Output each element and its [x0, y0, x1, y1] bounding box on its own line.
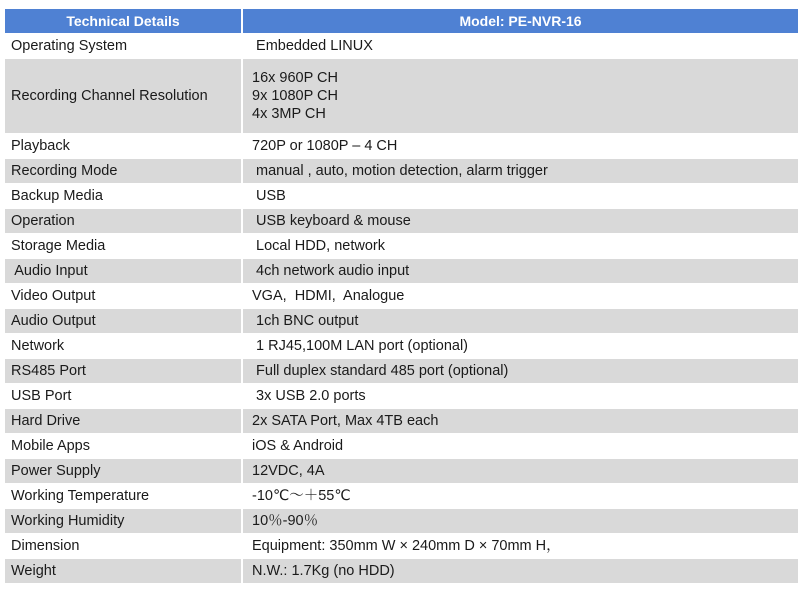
- table-row: [5, 409, 798, 434]
- spec-value-line: iOS & Android: [252, 438, 344, 454]
- spec-label: Power Supply: [5, 459, 243, 484]
- table-row: [5, 184, 798, 209]
- spec-value-line: 720P or 1080P – 4 CH: [252, 138, 398, 154]
- spec-value-line: manual , auto, motion detection, alarm trigger: [252, 163, 548, 179]
- spec-value: [243, 434, 798, 459]
- spec-value-line: 10％-90％: [252, 513, 319, 529]
- spec-label: Audio Output: [5, 309, 243, 334]
- spec-label: Operation: [5, 209, 243, 234]
- spec-value: [243, 334, 798, 359]
- spec-label: Playback: [5, 134, 243, 159]
- spec-label: RS485 Port: [5, 359, 243, 384]
- spec-table: [5, 9, 798, 584]
- spec-value: [243, 409, 798, 434]
- spec-label: Dimension: [5, 534, 243, 559]
- spec-value-line: 16x 960P CH: [252, 70, 338, 86]
- spec-value-line: 4x 3MP CH: [252, 106, 326, 122]
- spec-value-line: 1 RJ45,100M LAN port (optional): [252, 338, 468, 354]
- spec-value-line: 12VDC, 4A: [252, 463, 325, 479]
- table-row: [5, 159, 798, 184]
- spec-value-line: 4ch network audio input: [252, 263, 410, 279]
- spec-label: Mobile Apps: [5, 434, 243, 459]
- table-row: [5, 509, 798, 534]
- table-row: [5, 34, 798, 59]
- spec-value-line: USB keyboard & mouse: [252, 213, 411, 229]
- table-row: [5, 459, 798, 484]
- table-row: [5, 434, 798, 459]
- spec-label: Recording Channel Resolution: [5, 59, 243, 134]
- spec-value: [243, 484, 798, 509]
- spec-value-line: Local HDD, network: [252, 238, 385, 254]
- spec-value-line: Equipment: 350mm W × 240mm D × 70mm H，: [252, 538, 561, 554]
- spec-value: [243, 459, 798, 484]
- table-row: [5, 134, 798, 159]
- spec-value: [243, 159, 798, 184]
- spec-label: Storage Media: [5, 234, 243, 259]
- table-row: [5, 259, 798, 284]
- spec-value: [243, 134, 798, 159]
- spec-value-line: 1ch BNC output: [252, 313, 359, 329]
- spec-value: [243, 59, 798, 134]
- spec-value-line: N.W.: 1.7Kg (no HDD): [252, 563, 395, 579]
- spec-value: [243, 34, 798, 59]
- spec-value-line: 2x SATA Port, Max 4TB each: [252, 413, 439, 429]
- spec-value: [243, 509, 798, 534]
- table-row: [5, 334, 798, 359]
- spec-table-body: [5, 34, 798, 584]
- table-row: [5, 284, 798, 309]
- header-model: Model: PE-NVR-16: [243, 9, 798, 34]
- spec-label: Network: [5, 334, 243, 359]
- spec-value: [243, 384, 798, 409]
- table-row: [5, 209, 798, 234]
- spec-label: Video Output: [5, 284, 243, 309]
- spec-value: [243, 534, 798, 559]
- table-header-row: [5, 9, 798, 34]
- spec-label: Recording Mode: [5, 159, 243, 184]
- spec-value-line: Embedded LINUX: [252, 38, 373, 54]
- spec-label: Hard Drive: [5, 409, 243, 434]
- spec-value-line: USB: [252, 188, 286, 204]
- spec-value: [243, 234, 798, 259]
- spec-label: Audio Input: [5, 259, 243, 284]
- spec-value: [243, 184, 798, 209]
- table-row: [5, 309, 798, 334]
- table-row: [5, 559, 798, 584]
- table-row: [5, 484, 798, 509]
- spec-value-line: Full duplex standard 485 port (optional): [252, 363, 509, 379]
- header-technical-details: Technical Details: [5, 9, 243, 34]
- spec-value-line: VGA, HDMI, Analogue: [252, 288, 405, 304]
- spec-value: [243, 259, 798, 284]
- table-row: [5, 359, 798, 384]
- spec-value: [243, 309, 798, 334]
- spec-value-line: 9x 1080P CH: [252, 88, 338, 104]
- spec-value: [243, 559, 798, 584]
- spec-value: [243, 209, 798, 234]
- spec-label: Backup Media: [5, 184, 243, 209]
- spec-value: [243, 359, 798, 384]
- table-row: [5, 59, 798, 134]
- spec-value-line: 3x USB 2.0 ports: [252, 388, 366, 404]
- table-row: [5, 384, 798, 409]
- spec-value-line: -10℃～＋55℃: [252, 488, 351, 504]
- spec-label: Working Humidity: [5, 509, 243, 534]
- table-row: [5, 234, 798, 259]
- spec-label: Working Temperature: [5, 484, 243, 509]
- table-row: [5, 534, 798, 559]
- spec-value: [243, 284, 798, 309]
- spec-label: Operating System: [5, 34, 243, 59]
- spec-label: USB Port: [5, 384, 243, 409]
- spec-label: Weight: [5, 559, 243, 584]
